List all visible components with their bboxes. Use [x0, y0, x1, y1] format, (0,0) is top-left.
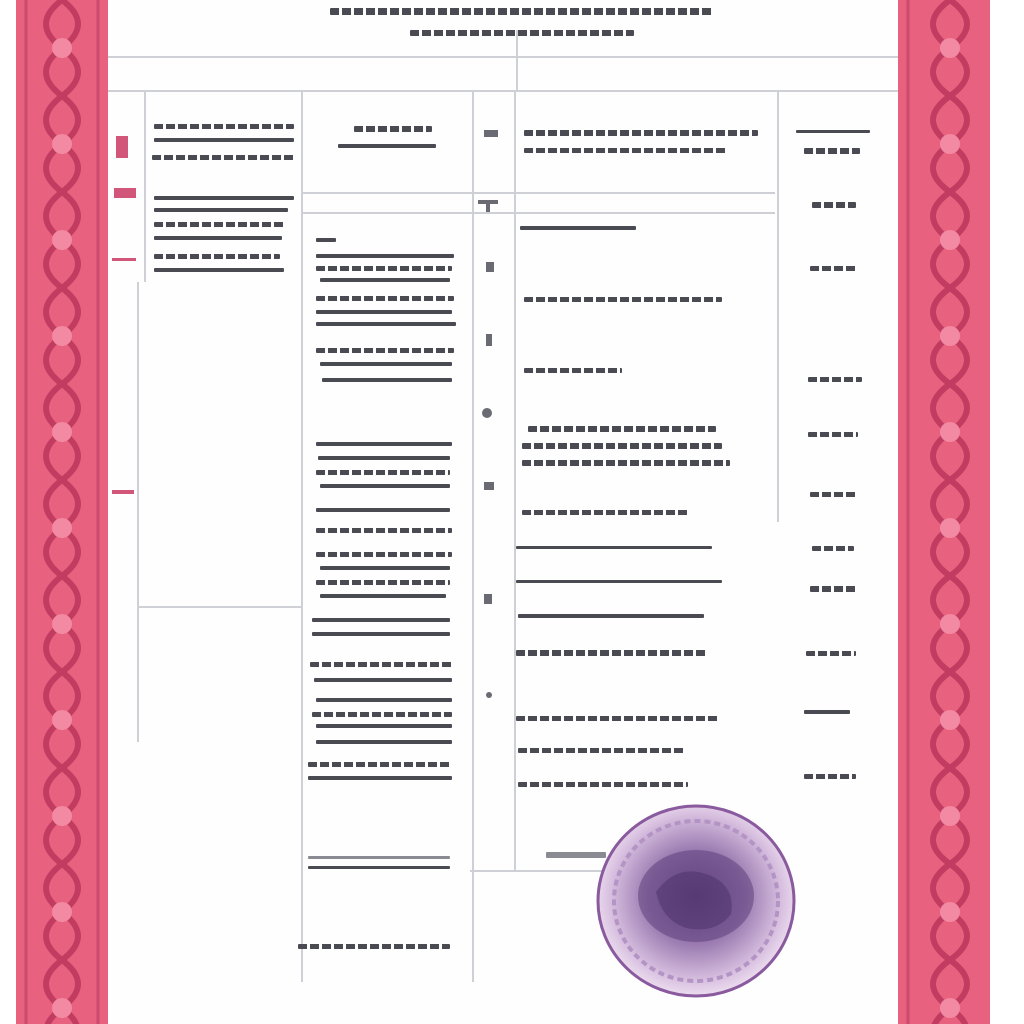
- text-line: [524, 130, 758, 136]
- text-line: [522, 460, 730, 466]
- text-line: [154, 196, 294, 200]
- text-line: [316, 698, 452, 702]
- value-cell: [810, 266, 856, 271]
- text-line: [314, 678, 452, 682]
- margin-mark: [114, 188, 136, 198]
- value-cell: [804, 710, 850, 714]
- ornamental-border-left: [16, 0, 108, 1024]
- text-line: [316, 254, 454, 258]
- column-divider-2: [301, 92, 303, 982]
- text-line: [338, 144, 436, 148]
- text-line: [316, 322, 456, 326]
- text-line: [516, 716, 718, 721]
- column-divider-1: [144, 92, 146, 282]
- text-line: [316, 310, 452, 314]
- text-line: [308, 866, 450, 869]
- cell-mark: [484, 482, 494, 490]
- cell-mark: [486, 204, 490, 212]
- value-cell: [808, 377, 862, 382]
- text-line: [154, 208, 288, 212]
- cell-mark: [484, 594, 492, 604]
- text-line: [308, 776, 452, 780]
- text-line: [518, 748, 684, 753]
- text-line: [316, 238, 336, 242]
- text-line: [312, 632, 450, 636]
- text-line: [354, 126, 432, 132]
- cell-mark: [482, 408, 492, 418]
- column-divider-4: [514, 92, 516, 872]
- header-divider: [516, 30, 518, 92]
- text-line: [524, 297, 722, 302]
- value-cell: [812, 546, 854, 551]
- text-line: [320, 278, 450, 282]
- text-line: [320, 566, 450, 570]
- text-line: [320, 594, 446, 598]
- text-line: [154, 254, 280, 259]
- column-divider-5: [777, 92, 779, 522]
- text-line: [524, 148, 728, 153]
- official-seal: [596, 804, 796, 998]
- text-line: [298, 944, 450, 949]
- text-line: [316, 470, 450, 475]
- text-line: [520, 226, 636, 230]
- text-line: [316, 580, 450, 585]
- value-cell: [804, 774, 856, 779]
- text-line: [522, 443, 722, 449]
- text-line: [316, 442, 452, 446]
- text-line: [516, 580, 722, 583]
- margin-mark: [116, 136, 128, 158]
- value-cell: [810, 586, 856, 592]
- text-line: [516, 650, 708, 656]
- text-line: [154, 138, 294, 142]
- row-rule-1: [303, 192, 775, 194]
- header-title-line-1: [330, 8, 712, 15]
- text-line: [310, 662, 452, 667]
- table-top-rule: [108, 56, 898, 58]
- row-rule-bottom: [470, 870, 610, 872]
- cell-mark: [486, 334, 492, 346]
- value-cell: [810, 492, 856, 497]
- text-line: [316, 724, 452, 728]
- value-cell: [804, 148, 860, 154]
- text-line: [154, 222, 284, 227]
- text-line: [316, 266, 452, 271]
- text-line: [316, 508, 450, 512]
- text-line: [318, 456, 450, 460]
- text-line: [316, 552, 452, 557]
- text-line: [316, 296, 454, 301]
- text-line: [152, 155, 296, 160]
- margin-mark: [112, 490, 134, 494]
- text-line: [518, 614, 704, 618]
- cell-mark: [486, 262, 494, 272]
- ornamental-border-right: [898, 0, 990, 1024]
- text-line: [154, 124, 294, 129]
- text-line: [320, 362, 452, 366]
- table-header-rule: [108, 90, 898, 92]
- text-line: [322, 378, 452, 382]
- row-rule-2: [303, 212, 775, 214]
- header-title-line-2: [410, 30, 634, 36]
- value-line: [796, 130, 870, 133]
- text-line: [154, 268, 284, 272]
- text-line: [154, 236, 282, 240]
- column-divider-3: [472, 92, 474, 982]
- value-cell: [806, 651, 856, 656]
- text-line: [320, 484, 450, 488]
- text-line: [528, 426, 716, 432]
- text-line: [516, 546, 712, 549]
- text-line: [312, 712, 452, 717]
- text-line: [316, 740, 452, 744]
- value-cell: [812, 202, 856, 208]
- cell-mark: [484, 130, 498, 137]
- text-line: [316, 528, 452, 533]
- text-line: [518, 782, 688, 787]
- text-line: [308, 762, 452, 767]
- value-cell: [808, 432, 858, 437]
- row-rule-left: [137, 606, 301, 608]
- text-line: [308, 856, 450, 859]
- column-divider-1b: [137, 282, 139, 742]
- cell-mark: [486, 692, 492, 698]
- text-line: [316, 348, 454, 353]
- margin-mark: [112, 258, 136, 261]
- text-line: [524, 368, 622, 373]
- text-line: [522, 510, 690, 515]
- text-line: [312, 618, 450, 622]
